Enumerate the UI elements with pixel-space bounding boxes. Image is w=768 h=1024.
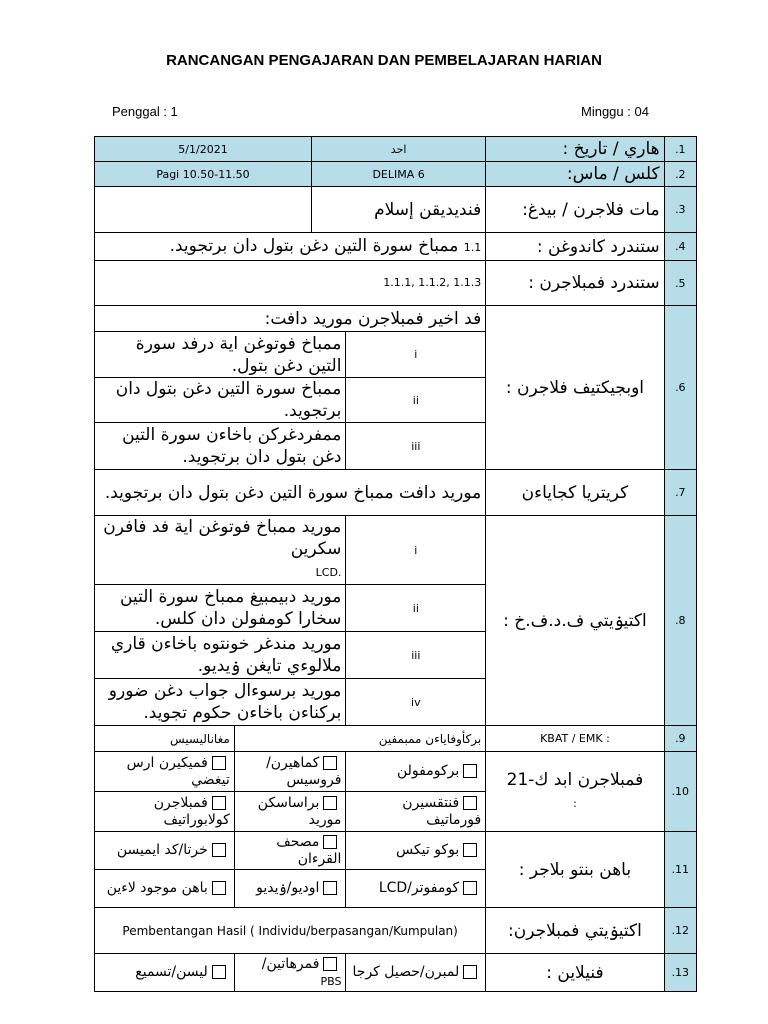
time-value: Pagi 10.50-11.50 bbox=[95, 162, 312, 187]
assess-label: فمرهاتين/ bbox=[261, 955, 320, 972]
aid-label: بوكو تيكس bbox=[396, 842, 460, 858]
row-number: .5 bbox=[664, 261, 696, 306]
row-number: .3 bbox=[664, 187, 696, 233]
option-label: كماهيرن/ فروسيس bbox=[266, 754, 342, 788]
aid-e bbox=[234, 870, 346, 908]
checkbox[interactable] bbox=[212, 796, 226, 810]
option-label: بركومفولن bbox=[396, 763, 460, 779]
aid-label: كومفوتر/LCD bbox=[378, 880, 460, 896]
row-number: .4 bbox=[664, 233, 696, 261]
kbat-extra: مغاناليسيس bbox=[95, 726, 235, 752]
row-number: .7 bbox=[664, 470, 696, 516]
activity-roman: ii bbox=[346, 585, 486, 632]
row-number: .11 bbox=[664, 832, 696, 908]
date-label: هاري / تاريخ : bbox=[486, 137, 664, 162]
checkbox[interactable] bbox=[323, 756, 337, 770]
row-number: .1 bbox=[664, 137, 696, 162]
aid-label: باهن موجود لاءين bbox=[106, 880, 208, 896]
aid-label: مصحف القرءان bbox=[276, 833, 342, 867]
content-standard-value bbox=[95, 233, 486, 261]
success-criteria-label: كريتريا كجاياءن bbox=[486, 470, 664, 516]
learning-standard-label: ستندرد فمبلاجرن : bbox=[486, 261, 664, 306]
assess-label: ليسن/تسميع bbox=[135, 964, 208, 980]
aid-f bbox=[95, 870, 235, 908]
activity-label: اكتيۏيتي ف.د.ف.خ : bbox=[486, 516, 664, 726]
activity-roman: i bbox=[346, 516, 486, 585]
aid-label: خرتا/كد ايميسن bbox=[116, 842, 208, 858]
content-standard-code: 1.1 bbox=[463, 240, 482, 254]
option-e bbox=[234, 792, 346, 832]
activity-roman: iii bbox=[346, 632, 486, 679]
aid-a bbox=[346, 832, 486, 870]
objective-intro: فد اخير فمبلاجرن موريد دافت: bbox=[95, 306, 486, 332]
assess-b bbox=[234, 954, 346, 992]
option-label: فمبلاجرن كولابوراتيف bbox=[153, 794, 230, 828]
checkbox[interactable] bbox=[463, 965, 477, 979]
teaching-aids-label: باهن بنتو بلاجر : bbox=[486, 832, 664, 908]
row-learning-activity bbox=[95, 908, 697, 954]
checkbox[interactable] bbox=[212, 881, 226, 895]
content-standard-label: ستندرد كاندوغن : bbox=[486, 233, 664, 261]
aid-b bbox=[234, 832, 346, 870]
date-value: 5/1/2021 bbox=[95, 137, 312, 162]
option-a bbox=[346, 752, 486, 792]
activity-text bbox=[95, 516, 346, 585]
21st-century-label-colon: : bbox=[573, 796, 577, 810]
checkbox[interactable] bbox=[212, 965, 226, 979]
checkbox[interactable] bbox=[463, 881, 477, 895]
activity-text-suffix: LCD. bbox=[315, 566, 342, 579]
lesson-plan-table bbox=[94, 136, 697, 992]
row-number: .13 bbox=[664, 954, 696, 992]
row-21st-century bbox=[95, 752, 697, 792]
objective-roman: ii bbox=[346, 378, 486, 423]
21st-century-label bbox=[486, 752, 664, 832]
row-number: .6 bbox=[664, 306, 696, 470]
row-teaching-aids bbox=[95, 832, 697, 870]
objective-text: ممباخ سورة التين دغن بتول دان برتجويد. bbox=[95, 378, 346, 423]
row-learning-standard bbox=[95, 261, 697, 306]
class-value: DELIMA 6 bbox=[312, 162, 486, 187]
term-label: Penggal : 1 bbox=[112, 104, 178, 119]
row-number: .12 bbox=[664, 908, 696, 954]
assess-label: لمبرن/حصيل كرجا bbox=[352, 964, 460, 980]
row-assessment bbox=[95, 954, 697, 992]
assessment-label: فنيلاين : bbox=[486, 954, 664, 992]
activity-text-main: موريد ممباخ فوتوغن اية فد فافرن سكرين bbox=[103, 517, 342, 559]
day-value: احد bbox=[312, 137, 486, 162]
row-date bbox=[95, 137, 697, 162]
option-label: فنتقسيرن فورماتيف bbox=[402, 794, 482, 828]
option-label: براساسكن موريد bbox=[257, 794, 342, 828]
option-d bbox=[346, 792, 486, 832]
objective-label: اوبجيكتيف فلاجرن : bbox=[486, 306, 664, 470]
checkbox[interactable] bbox=[323, 796, 337, 810]
row-number: .2 bbox=[664, 162, 696, 187]
learning-activity-label: اكتيۏيتي فمبلاجرن: bbox=[486, 908, 664, 954]
checkbox[interactable] bbox=[323, 957, 337, 971]
row-number: .10 bbox=[664, 752, 696, 832]
row-subject bbox=[95, 187, 697, 233]
objective-roman: i bbox=[346, 332, 486, 378]
activity-text: موريد دبيمبيغ ممباخ سورة التين سخارا كومفولن دان كلس. bbox=[95, 585, 346, 632]
row-number: .8 bbox=[664, 516, 696, 726]
checkbox[interactable] bbox=[212, 756, 226, 770]
option-c bbox=[95, 752, 235, 792]
week-label: Minggu : 04 bbox=[581, 104, 649, 119]
row-objective-intro bbox=[95, 306, 697, 332]
row-success-criteria bbox=[95, 470, 697, 516]
row-content-standard bbox=[95, 233, 697, 261]
success-criteria-value: موريد دافت ممباخ سورة التين دغن بتول دان برتجويد. bbox=[95, 470, 486, 516]
checkbox[interactable] bbox=[463, 843, 477, 857]
checkbox[interactable] bbox=[323, 881, 337, 895]
class-label: كلس / ماس: bbox=[486, 162, 664, 187]
content-standard-text: ممباخ سورة التين دغن بتول دان برتجويد. bbox=[169, 235, 459, 256]
page-title: RANCANGAN PENGAJARAN DAN PEMBELAJARAN HARIAN bbox=[166, 52, 602, 69]
subject-value: فنديديقن إسلام bbox=[312, 187, 486, 233]
assess-label-pbs: PBS bbox=[320, 974, 342, 988]
checkbox[interactable] bbox=[463, 764, 477, 778]
activity-roman: iv bbox=[346, 679, 486, 726]
activity-text: موريد برسوءال جواب دغن ضورو بركناءن باخاءن حكوم تجويد. bbox=[95, 679, 346, 726]
subject-label: مات فلاجرن / بيدغ: bbox=[486, 187, 664, 233]
activity-item bbox=[95, 516, 697, 585]
kbat-value: بركأوفاياءن ممبمفين bbox=[234, 726, 485, 752]
assess-c bbox=[95, 954, 235, 992]
aid-label: اوديو/ۏيديو bbox=[256, 880, 320, 896]
option-label: فميكيرن ارس تيغضي bbox=[126, 754, 230, 788]
aid-c bbox=[95, 832, 235, 870]
checkbox[interactable] bbox=[463, 796, 477, 810]
row-class bbox=[95, 162, 697, 187]
row-number: .9 bbox=[664, 726, 696, 752]
checkbox[interactable] bbox=[212, 843, 226, 857]
aid-d bbox=[346, 870, 486, 908]
objective-roman: iii bbox=[346, 423, 486, 470]
row-kbat bbox=[95, 726, 697, 752]
checkbox[interactable] bbox=[323, 835, 337, 849]
empty-cell bbox=[95, 187, 312, 233]
objective-text: ممفردغركن باخاءن سورة التين دغن بتول دان برتجويد. bbox=[95, 423, 346, 470]
21st-century-label-text: فمبلاجرن ابد ك-21 bbox=[506, 769, 644, 790]
kbat-label: KBAT / EMK : bbox=[486, 726, 664, 752]
activity-text: موريد مندغر خونتوه باخاءن قاري ملالوءي تايغن ۏيديو. bbox=[95, 632, 346, 679]
learning-activity-value: Pembentangan Hasil ( Individu/berpasangan/Kumpulan) bbox=[95, 908, 486, 954]
option-b bbox=[234, 752, 346, 792]
objective-text: ممباخ فوتوغن اية درفد سورة التين دغن بتول. bbox=[95, 332, 346, 378]
option-f bbox=[95, 792, 235, 832]
assess-a bbox=[346, 954, 486, 992]
learning-standard-value: 1.1.3 ,1.1.2 ,1.1.1 bbox=[95, 261, 486, 306]
